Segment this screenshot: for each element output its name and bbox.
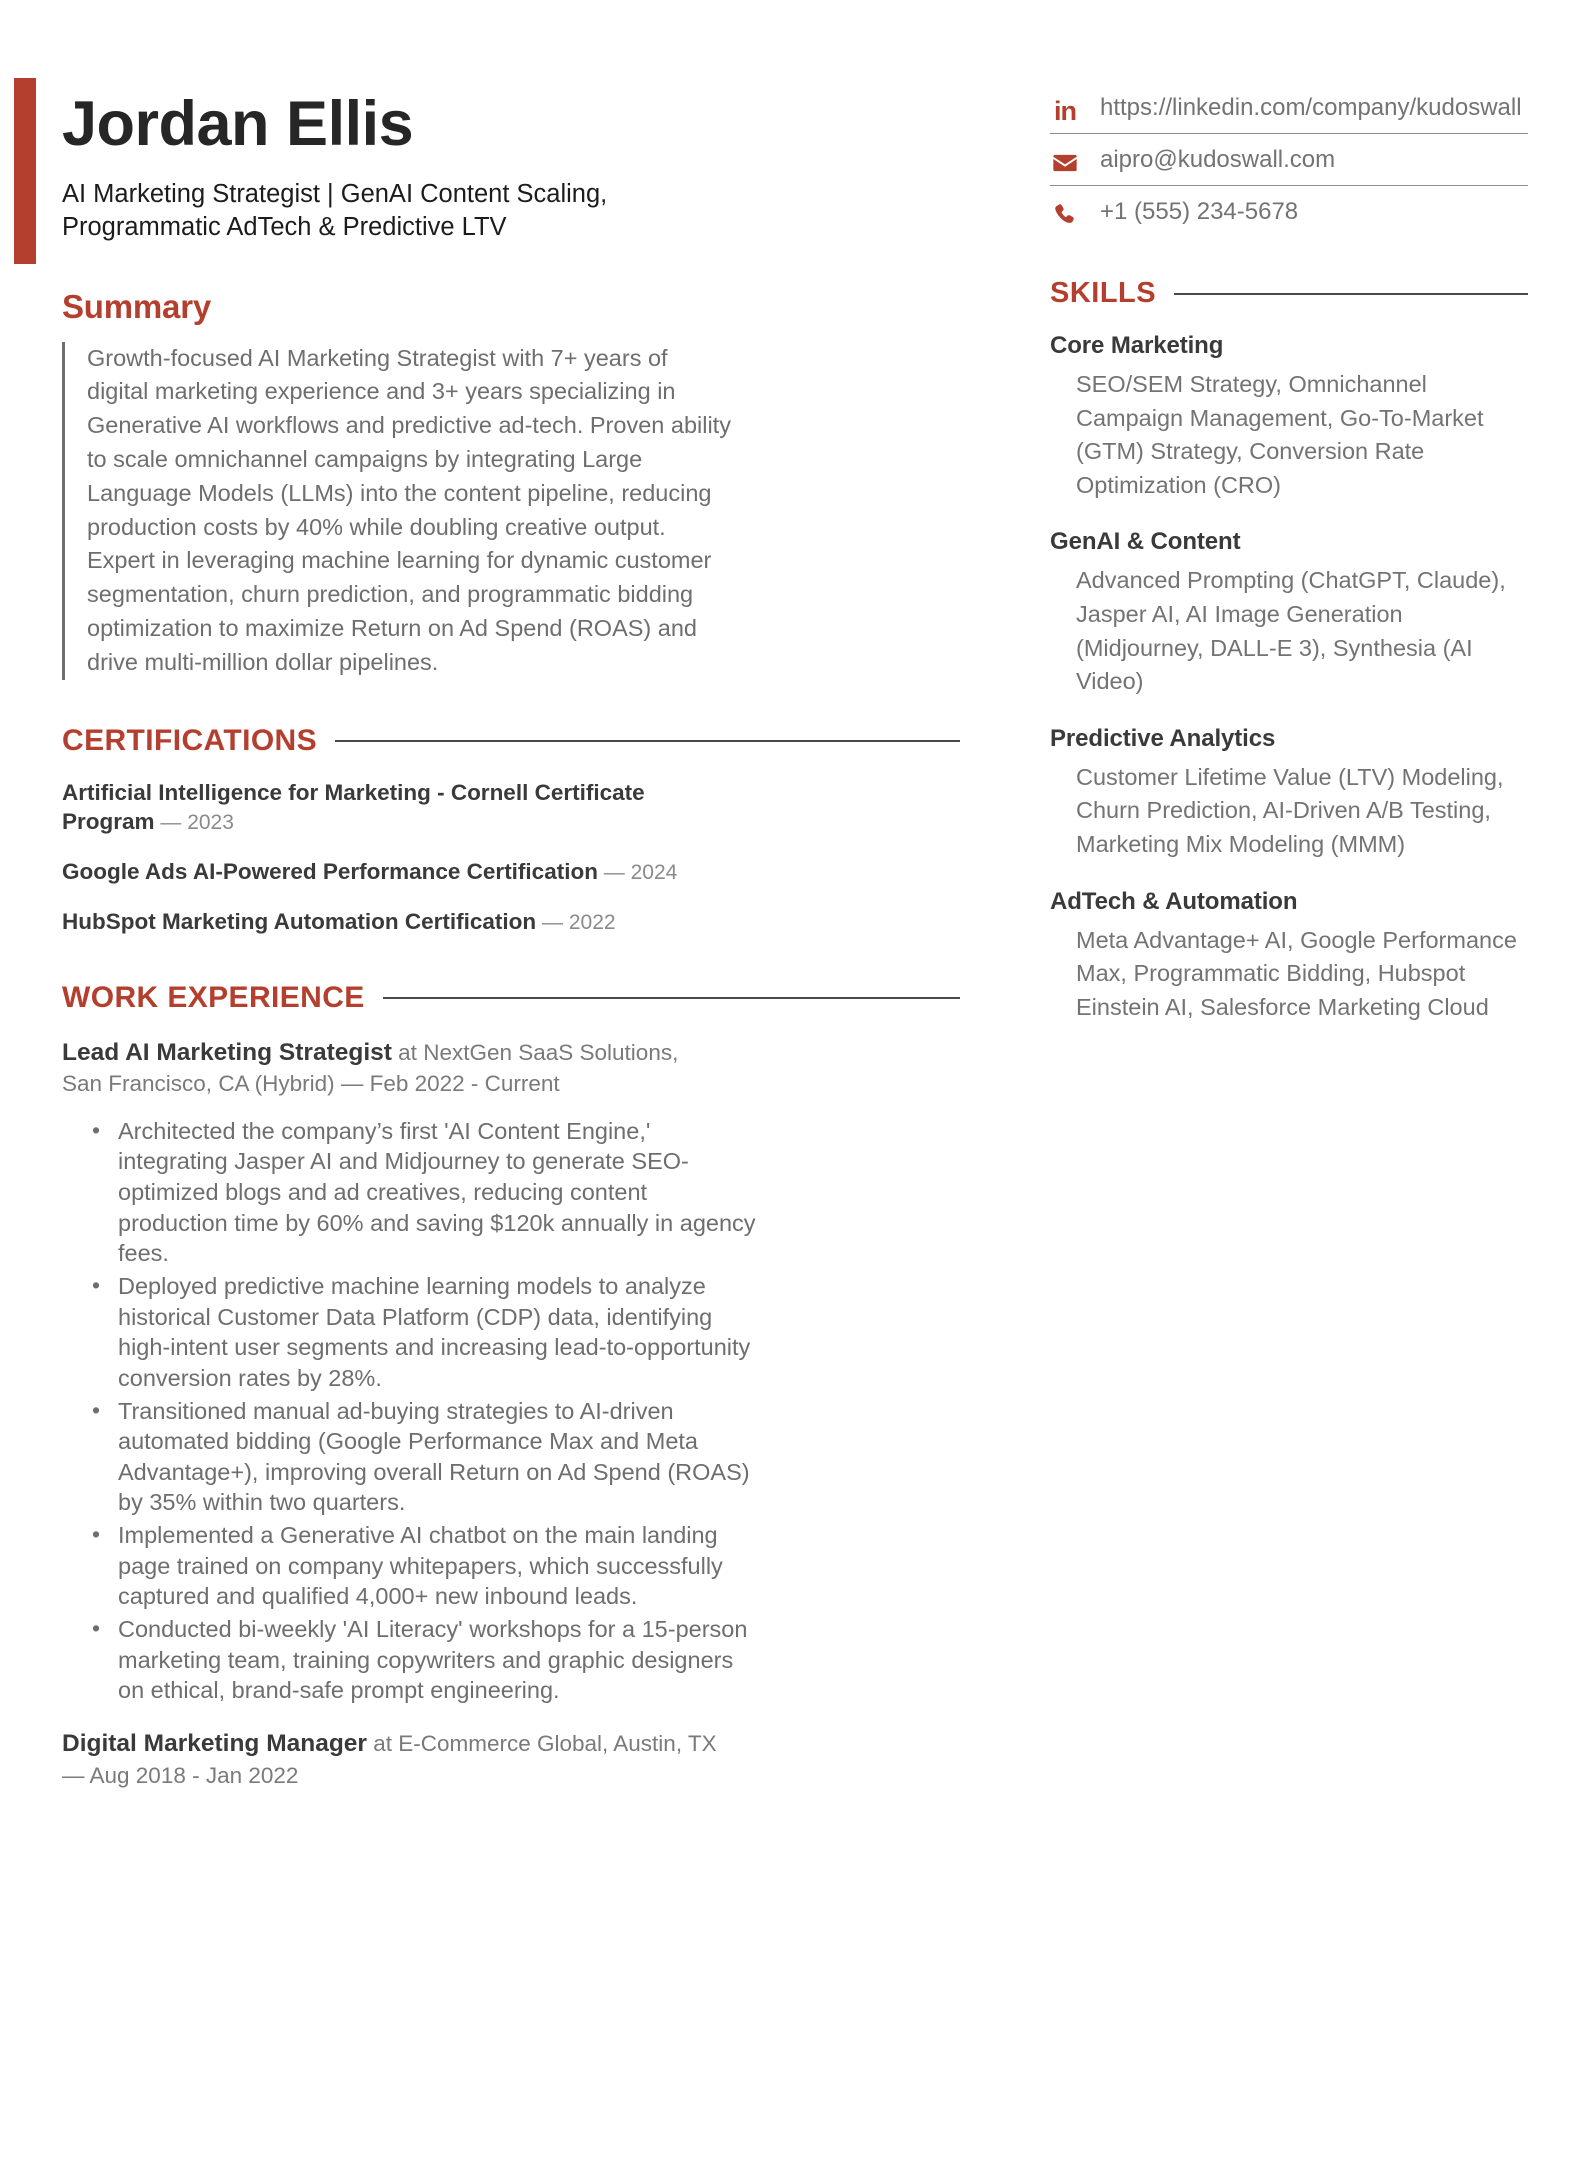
job-bullet: • Implemented a Generative AI chatbot on the main landing page trained on company whitepapers, which successfully captured and qualified 4,000+ new inbound leads. <box>118 1520 758 1612</box>
work-experience-heading <box>62 981 960 1015</box>
job-meta: at E-Commerce Global, Austin, TX — Aug 2018 - Jan 2022 <box>62 1731 717 1788</box>
certification-name: Artificial Intelligence for Marketing - Cornell Certificate Program <box>62 779 645 835</box>
summary-text: Growth-focused AI Marketing Strategist with 7+ years of digital marketing experience and 3+ years specializing in Generative AI workflows and predictive ad-tech. Proven ability to scale omnichannel campaigns by integrating Large Language Models (LLMs) into the content pipeline, reducing production costs by 40% while doubling creative output. Expert in leveraging machine learning for dynamic customer segmentation, churn prediction, and programmatic bidding optimization to maximize Return on Ad Spend (ROAS) and drive multi-million dollar pipelines. <box>62 342 734 680</box>
contact-value: +1 (555) 234-5678 <box>1100 198 1299 225</box>
linkedin-icon: in <box>1054 95 1076 126</box>
skill-group-name: Core Marketing <box>1050 332 1224 359</box>
certification-date: — 2022 <box>536 910 616 934</box>
skill-group-name: Predictive Analytics <box>1050 724 1276 752</box>
job-bullet: • Transitioned manual ad-buying strategies to AI-driven automated bidding (Google Performance Max and Meta Advantage+), improving overall Return on Ad Spend (ROAS) by 35% within two quarters. <box>118 1396 758 1519</box>
certification-item <box>62 778 722 837</box>
certification-name: Google Ads AI-Powered Performance Certification <box>62 859 598 885</box>
summary-heading: Summary <box>62 287 212 325</box>
certifications-section <box>62 724 960 937</box>
contact-value: https://linkedin.com/company/kudoswall <box>1100 94 1522 121</box>
skill-group <box>1050 888 1528 1025</box>
job-entry <box>62 1728 960 1791</box>
skill-group-name: GenAI & Content <box>1050 528 1241 556</box>
contact-list <box>1050 92 1528 237</box>
skill-group-items: Advanced Prompting (ChatGPT, Claude), Jasper AI, AI Image Generation (Midjourney, DALL-E 3), Synthesia (AI Video) <box>1076 567 1506 695</box>
skill-group-items: SEO/SEM Strategy, Omnichannel Campaign Management, Go-To-Market (GTM) Strategy, Conversion Rate Optimization (CRO) <box>1076 371 1484 498</box>
job-title: Digital Marketing Manager <box>62 1730 367 1758</box>
skill-group <box>1050 725 1528 862</box>
heading-rule <box>383 997 960 999</box>
job-header <box>62 1728 722 1791</box>
heading-rule <box>335 740 960 742</box>
certifications-list <box>62 778 960 937</box>
job-bullet: • Architected the company’s first 'AI Content Engine,' integrating Jasper AI and Midjourney to generate SEO-optimized blogs and ad creatives, reducing content production time by 60% and saving $120k annually in agency fees. <box>118 1116 758 1269</box>
certification-item <box>62 857 722 887</box>
job-bullets <box>62 1116 960 1706</box>
work-experience-heading-label: WORK EXPERIENCE <box>62 980 365 1014</box>
work-experience-section <box>62 981 960 1791</box>
job-title: Lead AI Marketing Strategist <box>62 1038 392 1066</box>
certifications-heading <box>62 724 960 758</box>
summary-section <box>62 288 960 680</box>
job-header <box>62 1037 722 1100</box>
certification-date: — 2023 <box>154 811 234 835</box>
contact-value: aipro@kudoswall.com <box>1100 146 1336 173</box>
heading-rule <box>1174 293 1528 295</box>
phone-icon <box>1050 200 1080 230</box>
skill-group-items: Meta Advantage+ AI, Google Performance Max, Programmatic Bidding, Hubspot Einstein AI, Salesforce Marketing Cloud <box>1076 926 1517 1020</box>
skills-heading <box>1050 277 1528 310</box>
skills-list <box>1050 332 1528 1024</box>
envelope-icon <box>1050 148 1080 178</box>
candidate-name: Jordan Ellis <box>62 89 414 159</box>
job-list <box>62 1037 960 1791</box>
certification-name: HubSpot Marketing Automation Certification <box>62 908 537 934</box>
certification-item <box>62 907 722 937</box>
certification-date: — 2024 <box>597 861 678 885</box>
skills-heading-label: SKILLS <box>1050 277 1157 309</box>
side-column <box>1020 0 1594 1024</box>
contact-item[interactable] <box>1050 92 1528 134</box>
contact-item[interactable] <box>1050 144 1528 186</box>
job-entry <box>62 1037 960 1706</box>
contact-item[interactable] <box>1050 196 1528 237</box>
skill-group-items: Customer Lifetime Value (LTV) Modeling, Churn Prediction, AI-Driven A/B Testing, Marketing Mix Modeling (MMM) <box>1076 763 1504 857</box>
skill-group <box>1050 528 1528 698</box>
job-bullet: • Conducted bi-weekly 'AI Literacy' workshops for a 15-person marketing team, training copywriters and graphic designers on ethical, brand-safe prompt engineering. <box>118 1614 758 1706</box>
skill-group <box>1050 332 1528 502</box>
skill-group-name: AdTech & Automation <box>1050 887 1298 915</box>
job-bullet: • Deployed predictive machine learning models to analyze historical Customer Data Platform (CDP) data, identifying high-intent user segments and increasing lead-to-opportunity conversion rates by 28%. <box>118 1271 758 1394</box>
certifications-heading-label: CERTIFICATIONS <box>62 723 318 757</box>
candidate-headline: AI Marketing Strategist | GenAI Content Scaling, Programmatic AdTech & Predictive LTV <box>62 180 608 241</box>
job-meta: at NextGen SaaS Solutions, San Francisco, CA (Hybrid) — Feb 2022 - Current <box>62 1039 679 1097</box>
